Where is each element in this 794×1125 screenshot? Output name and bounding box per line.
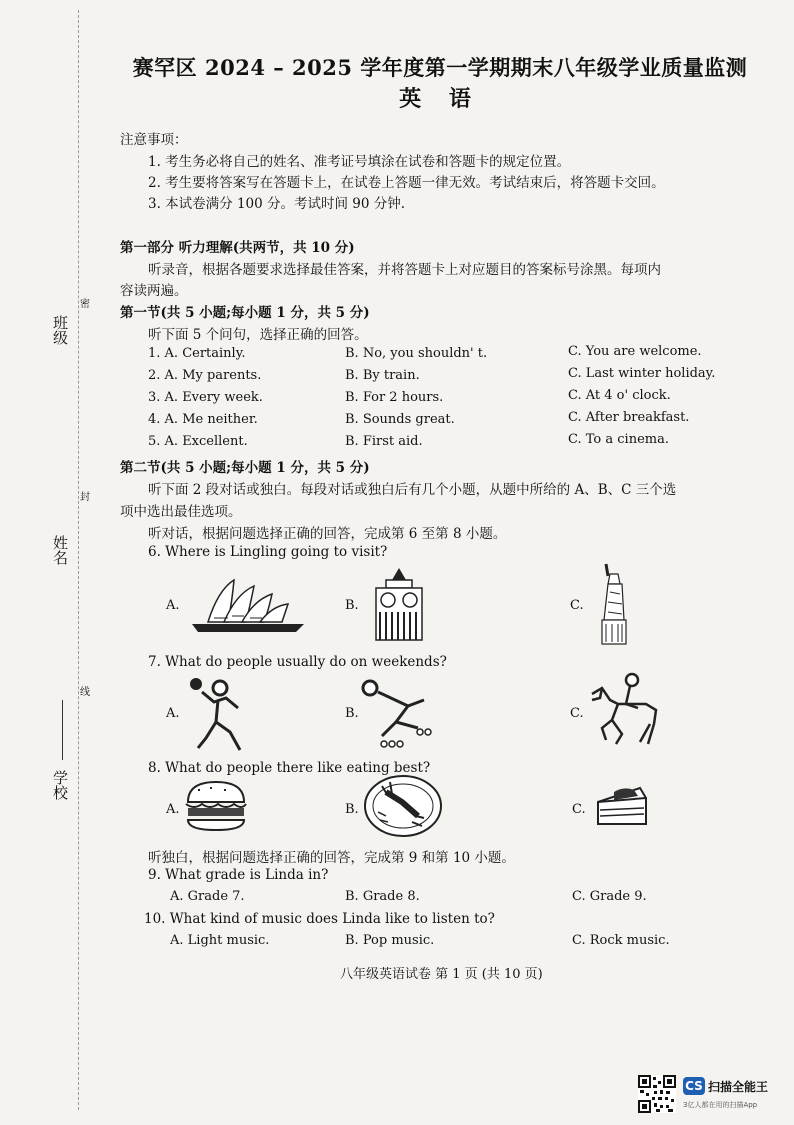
section1-heading: 第一节(共 5 小题;每小题 1 分，共 5 分) [120, 305, 370, 321]
q6-option-c-label: C. [570, 598, 584, 613]
q4-option-c: C. After breakfast. [568, 410, 690, 425]
q10-option-c: C. Rock music. [572, 933, 670, 948]
q6-option-b-label: B. [345, 598, 359, 613]
note-2: 2. 考生要将答案写在答题卡上，在试卷上答题一律无效。考试结束后，将答题卡交回。 [148, 175, 665, 191]
q6-question: 6. Where is Lingling going to visit? [148, 544, 388, 560]
q5-option-c: C. To a cinema. [568, 432, 669, 447]
q3-option-b: B. For 2 hours. [345, 390, 444, 405]
horse-rider-icon [588, 670, 664, 746]
big-ben-icon [372, 566, 426, 642]
school-blank-line [62, 700, 63, 760]
q7-question: 7. What do people usually do on weekends? [148, 654, 447, 670]
statue-of-liberty-icon [596, 562, 632, 646]
binding-line [78, 10, 79, 1110]
ping-pong-player-icon [186, 672, 250, 752]
q5-option-b: B. First aid. [345, 434, 423, 449]
q4-option-b: B. Sounds great. [345, 412, 455, 427]
part1-heading: 第一部分 听力理解(共两节，共 10 分) [120, 240, 355, 256]
qr-code-icon [638, 1075, 676, 1113]
scanner-app-name: 扫描全能王 [708, 1080, 769, 1094]
q8-option-c-label: C. [572, 802, 586, 817]
q1-option-b: B. No, you shouldn' t. [345, 346, 488, 361]
q7-option-c-label: C. [570, 706, 584, 721]
q9-option-b: B. Grade 8. [345, 889, 420, 904]
seal-xian: 线 [80, 687, 90, 698]
school-label: 学校 [51, 770, 69, 800]
page-footer: 八年级英语试卷 第 1 页 (共 10 页) [340, 967, 543, 982]
lobster-plate-icon [362, 772, 444, 840]
opera-house-icon [188, 572, 308, 637]
q2-option-a: 2. A. My parents. [148, 368, 262, 383]
part1-instruction-line1: 听录音，根据各题要求选择最佳答案，并将答题卡上对应题目的答案标号涂黑。每项内 [148, 262, 661, 278]
q8-option-b-label: B. [345, 802, 359, 817]
q9-question: 9. What grade is Linda in? [148, 867, 329, 883]
seal-feng: 封 [80, 492, 90, 503]
hamburger-icon [184, 780, 248, 832]
q7-option-b-label: B. [345, 706, 359, 721]
section1-instruction: 听下面 5 个问句，选择正确的回答。 [148, 327, 368, 343]
exam-title: 赛罕区 2024 – 2025 学年度第一学期期末八年级学业质量监测 [132, 55, 748, 80]
section2-instruction-line2: 项中选出最佳选项。 [120, 504, 242, 520]
q6-option-a-label: A. [166, 598, 180, 613]
q4-option-a: 4. A. Me neither. [148, 412, 258, 427]
q10-option-b: B. Pop music. [345, 933, 435, 948]
q8-option-a-label: A. [166, 802, 180, 817]
q9-option-c: C. Grade 9. [572, 889, 647, 904]
q3-option-c: C. At 4 o' clock. [568, 388, 671, 403]
q2-option-c: C. Last winter holiday. [568, 366, 716, 381]
q1-option-a: 1. A. Certainly. [148, 346, 246, 361]
note-3: 3. 本试卷满分 100 分。考试时间 90 分钟. [148, 196, 406, 212]
scanner-tagline: 3亿人都在用的扫描App [683, 1101, 758, 1109]
scanner-logo: CS [683, 1077, 705, 1095]
roller-skater-icon [358, 678, 438, 750]
part1-instruction-line2: 容读两遍。 [120, 283, 188, 299]
name-label: 姓名 [51, 535, 69, 565]
class-label: 班级 [51, 315, 69, 345]
notes-heading: 注意事项： [120, 132, 188, 148]
q5-option-a: 5. A. Excellent. [148, 434, 248, 449]
section2-heading: 第二节(共 5 小题;每小题 1 分，共 5 分) [120, 460, 370, 476]
section2-instruction-line1: 听下面 2 段对话或独白。每段对话或独白后有几个小题，从题中所给的 A、B、C 三个选 [148, 482, 677, 498]
monologue-instruction: 听独白，根据问题选择正确的回答，完成第 9 和第 10 小题。 [148, 850, 515, 866]
dialogue-instruction: 听对话，根据问题选择正确的回答，完成第 6 至第 8 小题。 [148, 526, 507, 542]
seal-mi: 密 [80, 299, 90, 310]
q7-option-a-label: A. [166, 706, 180, 721]
q9-option-a: A. Grade 7. [170, 889, 245, 904]
q1-option-c: C. You are welcome. [568, 344, 702, 359]
q2-option-b: B. By train. [345, 368, 420, 383]
q10-option-a: A. Light music. [170, 933, 270, 948]
note-1: 1. 考生务必将自己的姓名、准考证号填涂在试卷和答题卡的规定位置。 [148, 154, 571, 170]
cake-slice-icon [594, 784, 650, 830]
q10-question: 10. What kind of music does Linda like to listen to? [144, 911, 495, 927]
exam-subject: 英 语 [399, 86, 481, 112]
q3-option-a: 3. A. Every week. [148, 390, 263, 405]
q8-question: 8. What do people there like eating best? [148, 760, 431, 776]
